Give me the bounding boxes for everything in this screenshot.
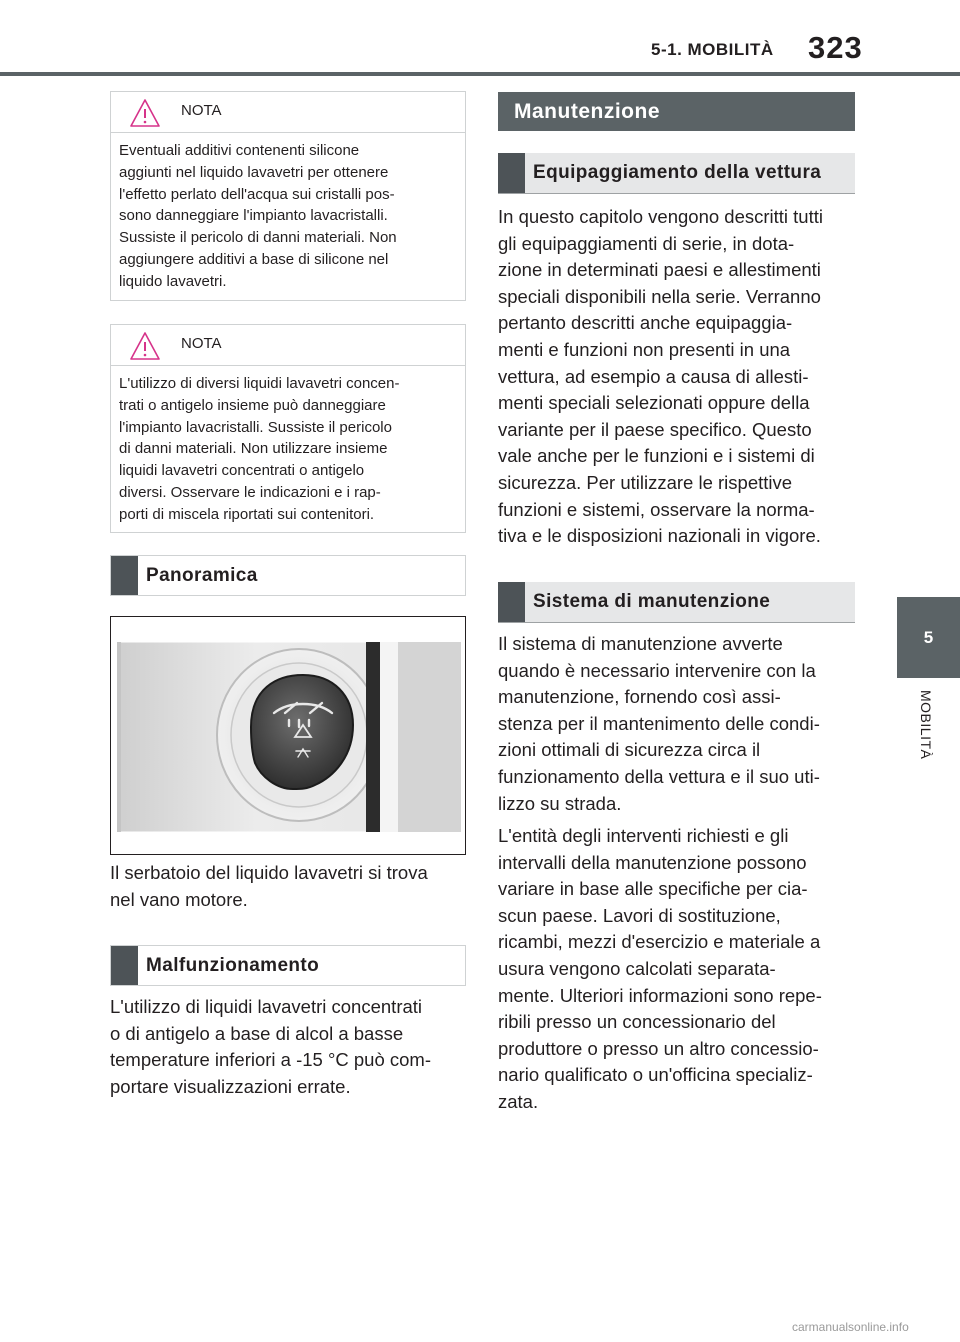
text-line: speciali disponibili nella serie. Verranno <box>498 285 821 307</box>
note-title: NOTA <box>181 102 222 119</box>
note-line: L'utilizzo di diversi liquidi lavavetri concen- <box>119 375 400 392</box>
note-line: Eventuali additivi contenenti silicone <box>119 142 360 159</box>
section-heading-panoramica <box>110 555 466 596</box>
note-line: aggiungere additivi a base di silicone nel <box>119 250 389 268</box>
text-line: o di antigelo a base di alcol a basse <box>110 1022 404 1044</box>
text-line: manutenzione, fornendo così assi- <box>498 686 781 708</box>
washer-cap-illustration <box>111 617 466 855</box>
text-line: In questo capitolo vengono descritti tutti <box>498 206 823 227</box>
text-line: funzioni e sistemi, osservare la norma- <box>498 498 815 520</box>
text-line: lizzo su strada. <box>498 792 622 814</box>
text-line: stenza per il mantenimento delle condi- <box>498 712 820 734</box>
chapter-title-manutenzione: Manutenzione <box>498 92 855 131</box>
text-line: vale anche per le funzioni e i sistemi di <box>498 445 815 467</box>
text-line: Il sistema di manutenzione avverte <box>498 633 783 654</box>
text-line: ricambi, mezzi d'esercizio e materiale a <box>498 931 821 953</box>
running-section-title: 5-1. MOBILITÀ <box>651 40 774 59</box>
note-line: liquidi lavavetri concentrati o antigelo <box>119 462 365 480</box>
text-line: pertanto descritti anche equipaggia- <box>498 312 793 334</box>
heading-bar <box>111 556 138 595</box>
text-line: portare visualizzazioni errate. <box>110 1075 351 1097</box>
text-line: menti speciali selezionati oppure della <box>498 392 810 414</box>
text-line: L'entità degli interventi richiesti e gli <box>498 825 789 846</box>
note-line: diversi. Osservare le indicazioni e i rap- <box>119 483 381 501</box>
note-line: liquido lavavetri. <box>119 272 227 290</box>
heading-label: Malfunzionamento <box>146 954 320 976</box>
text-line: produttore o presso un altro concessio- <box>498 1037 819 1059</box>
chapter-number: 5 <box>923 627 934 647</box>
sistema-paragraph-2 <box>498 823 822 1116</box>
text-line: L'utilizzo di liquidi lavavetri concentrati <box>110 996 423 1017</box>
note-text <box>111 133 465 302</box>
note-box-mixing <box>110 324 466 533</box>
section-heading-equipaggiamento <box>498 153 855 194</box>
text-line: nario qualificato o un'officina specializ- <box>498 1064 813 1086</box>
note-header <box>111 92 465 133</box>
text-line: zata. <box>498 1090 539 1112</box>
chapter-label: MOBILITÀ <box>918 690 934 760</box>
text-line: tiva e le disposizioni nazionali in vigore. <box>498 525 821 547</box>
header-divider <box>0 72 960 76</box>
note-line: di danni materiali. Non utilizzare insieme <box>119 440 388 458</box>
sistema-paragraph-1 <box>498 631 820 817</box>
heading-bar <box>498 153 525 193</box>
text-line: zioni ottimali di sicurezza circa il <box>498 739 761 761</box>
text-line: intervalli della manutenzione possono <box>498 851 807 873</box>
warning-triangle-icon <box>129 98 161 128</box>
text-line: funzionamento della vettura e il suo uti- <box>498 765 820 787</box>
section-heading-malfunzionamento <box>110 945 466 986</box>
text-line: temperature inferiori a -15 °C può com- <box>110 1049 432 1071</box>
chapter-tab[interactable] <box>897 597 960 678</box>
equipaggiamento-paragraph <box>498 204 823 550</box>
text-line: Il serbatoio del liquido lavavetri si trova <box>110 862 428 883</box>
note-line: Sussiste il pericolo di danni materiali. Non <box>119 229 397 247</box>
note-header <box>111 325 465 366</box>
text-line: menti e funzioni non presenti in una <box>498 338 791 360</box>
text-line: variare in base alle specifiche per cia- <box>498 878 808 900</box>
heading-label: Panoramica <box>146 564 258 586</box>
text-line: vettura, ad esempio a causa di allesti- <box>498 365 809 387</box>
heading-label: Equipaggiamento della vettura <box>533 162 822 183</box>
washer-reservoir-figure <box>110 616 466 855</box>
text-line: zione in determinati paesi e allestimenti <box>498 259 821 281</box>
note-title: NOTA <box>181 335 222 352</box>
heading-label: Sistema di manutenzione <box>533 591 771 612</box>
note-line: sono danneggiare l'impianto lavacristalli. <box>119 207 388 225</box>
note-line: l'effetto perlato dell'acqua sui cristalli pos- <box>119 185 395 203</box>
text-line: gli equipaggiamenti di serie, in dota- <box>498 232 795 254</box>
page-number: 323 <box>808 30 863 65</box>
heading-bar <box>498 582 525 622</box>
text-line: scun paese. Lavori di sostituzione, <box>498 904 781 926</box>
text-line: variante per il paese specifico. Questo <box>498 418 812 440</box>
heading-bar <box>111 946 138 985</box>
note-line: l'impianto lavacristalli. Sussiste il pericolo <box>119 418 392 436</box>
text-line: quando è necessario intervenire con la <box>498 659 816 681</box>
malfunzionamento-paragraph <box>110 994 431 1100</box>
warning-triangle-icon <box>129 331 161 361</box>
note-text <box>111 366 465 535</box>
text-line: usura vengono calcolati separata- <box>498 957 776 979</box>
footer-watermark[interactable]: carmanualsonline.info <box>792 1320 909 1334</box>
text-line: ribili presso un concessionario del <box>498 1011 776 1033</box>
text-line: nel vano motore. <box>110 888 248 910</box>
note-line: aggiunti nel liquido lavavetri per ottenere <box>119 163 389 181</box>
text-line: mente. Ulteriori informazioni sono repe- <box>498 984 822 1006</box>
section-heading-sistema <box>498 582 855 623</box>
note-line: porti di miscela riportati sui contenitori. <box>119 505 375 523</box>
panoramica-paragraph <box>110 860 428 913</box>
note-box-silicone <box>110 91 466 301</box>
text-line: sicurezza. Per utilizzare le rispettive <box>498 471 793 493</box>
note-line: trati o antigelo insieme può danneggiare <box>119 396 386 414</box>
